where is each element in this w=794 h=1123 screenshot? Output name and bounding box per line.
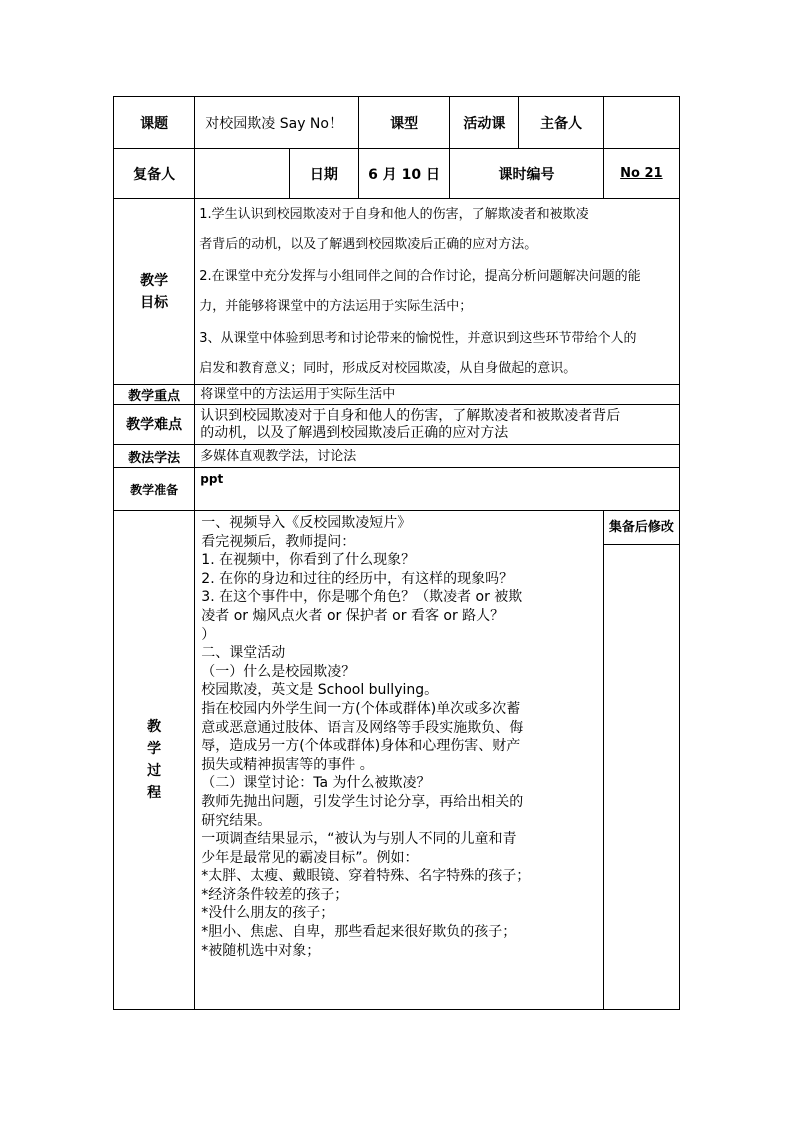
process-line: *胆小、焦虑、自卑，那些看起来很好欺负的孩子； <box>201 924 517 941</box>
prep-label: 教学准备 <box>114 468 195 511</box>
goals-label-line2: 目标 <box>140 294 169 311</box>
goal-line: 3、从课堂中体验到思考和讨论带来的愉悦性，并意识到这些环节带给个人的 <box>199 331 637 346</box>
difficulty-line: 认识到校园欺凌对于自身和他人的伤害，了解欺凌者和被欺凌者背后 <box>200 407 621 424</box>
lesson-number-value: No 21 <box>603 149 679 199</box>
row-goals <box>114 199 680 385</box>
row-key-point <box>114 385 680 405</box>
process-line: 教师先抛出问题，引发学生讨论分享，再给出相关的 <box>201 793 524 810</box>
type-value: 活动课 <box>450 97 519 149</box>
method-value: 多媒体直观教学法，讨论法 <box>195 445 680 468</box>
process-line: 二、课堂活动 <box>201 645 286 662</box>
date-value: 6 月 10 日 <box>358 149 449 199</box>
process-line: 少年是最常见的霸凌目标”。例如： <box>201 849 419 866</box>
process-line: 1. 在视频中，你看到了什么现象？ <box>201 552 416 569</box>
key-point-label: 教学重点 <box>114 385 195 405</box>
process-line: 3. 在这个事件中，你是哪个角色？（欺凌者 or 被欺 <box>201 589 523 606</box>
process-line: 2. 在你的身边和过往的经历中，有这样的现象吗？ <box>201 570 514 587</box>
row-prep <box>114 468 680 511</box>
co-preparer-label: 复备人 <box>114 149 195 199</box>
process-line: （二）课堂讨论：Ta 为什么被欺凌？ <box>201 775 431 792</box>
difficulty-line: 的动机，以及了解遇到校园欺凌后正确的应对方法 <box>200 424 509 441</box>
row-method <box>114 445 680 468</box>
lesson-number-label: 课时编号 <box>450 149 603 199</box>
process-line: 损失或精神损害等的事件 。 <box>201 756 374 773</box>
process-line: 辱，造成另一方(个体或群体)身体和心理伤害、财产 <box>201 738 521 755</box>
process-line: 凌者 or 煽风点火者 or 保护者 or 看客 or 路人？ <box>201 607 505 624</box>
goal-line: 2.在课堂中充分发挥与小组同伴之间的合作讨论，提高分析问题解决问题的能 <box>199 269 641 284</box>
lesson-plan-table <box>113 96 680 1010</box>
process-label-char: 学 <box>147 741 162 757</box>
process-line: ） <box>201 626 216 643</box>
difficulty-value <box>195 405 680 445</box>
goals-label <box>114 199 195 385</box>
goal-line: 者背后的动机，以及了解遇到校园欺凌后正确的应对方法。 <box>199 237 538 252</box>
row-topic <box>114 97 680 149</box>
process-line: *太胖、太瘦、戴眼镜、穿着特殊、名字特殊的孩子； <box>201 868 531 885</box>
process-line: 一项调查结果显示，“被认为与别人不同的儿童和青 <box>201 831 517 848</box>
process-label-char: 教 <box>147 719 162 735</box>
method-label: 教法学法 <box>114 445 195 468</box>
process-label-char: 过 <box>147 763 162 779</box>
post-review-label: 集备后修改 <box>604 511 679 545</box>
goals-label-line1: 教学 <box>140 272 169 289</box>
goals-content <box>195 199 680 385</box>
type-label: 课型 <box>358 97 449 149</box>
process-label-char: 程 <box>147 785 162 801</box>
post-review-column <box>603 511 679 1010</box>
process-line: *被随机选中对象； <box>201 942 321 959</box>
process-line: 研究结果。 <box>201 812 272 829</box>
key-point-value: 将课堂中的方法运用于实际生活中 <box>195 385 680 405</box>
process-content <box>195 511 603 1010</box>
difficulty-label: 教学难点 <box>114 405 195 445</box>
lead-preparer-label: 主备人 <box>519 97 603 149</box>
topic-label: 课题 <box>114 97 195 149</box>
process-line: 一、视频导入《反校园欺凌短片》 <box>201 515 412 531</box>
topic-value: 对校园欺凌 Say No！ <box>195 97 359 149</box>
process-line: 看完视频后，教师提问： <box>201 533 356 550</box>
row-difficulty <box>114 405 680 445</box>
goal-line: 力，并能够将课堂中的方法运用于实际生活中； <box>199 299 473 314</box>
process-line: *没什么朋友的孩子； <box>201 905 335 922</box>
lead-preparer-value <box>603 97 679 149</box>
process-line: （一）什么是校园欺凌？ <box>201 663 356 680</box>
row-process <box>114 511 680 1010</box>
co-preparer-value <box>195 149 290 199</box>
process-line: 校园欺凌，英文是 School bullying。 <box>201 682 439 699</box>
row-date <box>114 149 680 199</box>
prep-value: ppt <box>195 468 680 511</box>
goal-line: 1.学生认识到校园欺凌对于自身和他人的伤害，了解欺凌者和被欺凌 <box>199 207 589 222</box>
goal-line: 启发和教育意义；同时，形成反对校园欺凌，从自身做起的意识。 <box>199 361 577 376</box>
date-label: 日期 <box>289 149 358 199</box>
process-label <box>114 511 195 1010</box>
process-line: 意或恶意通过肢体、语言及网络等手段实施欺负、侮 <box>201 719 524 736</box>
process-line: 指在校园内外学生间一方(个体或群体)单次或多次蓄 <box>201 700 521 717</box>
process-line: *经济条件较差的孩子； <box>201 886 349 903</box>
